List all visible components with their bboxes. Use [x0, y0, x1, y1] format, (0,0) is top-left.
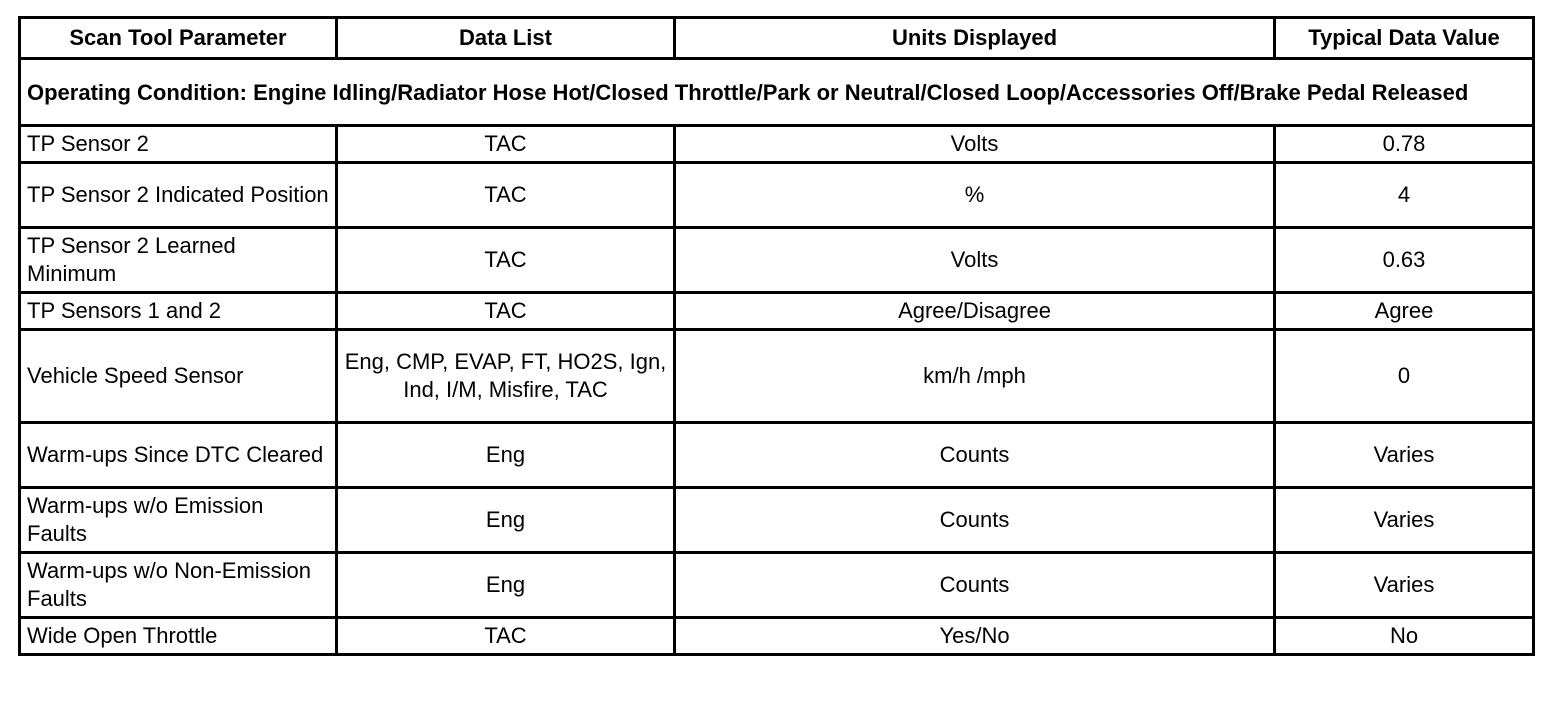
- typical-value-cell: 0.63: [1275, 228, 1534, 293]
- header-data-list: Data List: [337, 18, 675, 59]
- data-list-cell: TAC: [337, 126, 675, 163]
- typical-value-cell: 0.78: [1275, 126, 1534, 163]
- units-cell: Counts: [675, 423, 1275, 488]
- operating-condition: Operating Condition: Engine Idling/Radiator Hose Hot/Closed Throttle/Park or Neutral/Closed Loop/Accessories Off/Brake Pedal Released: [20, 59, 1534, 126]
- typical-value-cell: Varies: [1275, 423, 1534, 488]
- units-cell: %: [675, 163, 1275, 228]
- data-list-cell: Eng: [337, 423, 675, 488]
- data-list-cell: Eng: [337, 553, 675, 618]
- data-list-cell: TAC: [337, 293, 675, 330]
- operating-condition-row: [20, 59, 1534, 126]
- data-list-cell: TAC: [337, 618, 675, 655]
- table-row: [20, 228, 1534, 293]
- parameter-cell: Wide Open Throttle: [20, 618, 337, 655]
- scan-tool-data-table-container: [18, 16, 1535, 656]
- units-cell: Volts: [675, 126, 1275, 163]
- data-list-cell: TAC: [337, 163, 675, 228]
- header-scan-tool-parameter: Scan Tool Parameter: [20, 18, 337, 59]
- scan-tool-data-table: [18, 16, 1535, 656]
- parameter-cell: TP Sensor 2 Learned Minimum: [20, 228, 337, 293]
- header-typical-data-value: Typical Data Value: [1275, 18, 1534, 59]
- units-cell: Agree/Disagree: [675, 293, 1275, 330]
- data-list-cell: Eng, CMP, EVAP, FT, HO2S, Ign, Ind, I/M, Misfire, TAC: [337, 330, 675, 423]
- units-cell: km/h /mph: [675, 330, 1275, 423]
- parameter-cell: Warm-ups Since DTC Cleared: [20, 423, 337, 488]
- typical-value-cell: Varies: [1275, 488, 1534, 553]
- data-list-cell: Eng: [337, 488, 675, 553]
- table-row: [20, 423, 1534, 488]
- parameter-cell: TP Sensor 2 Indicated Position: [20, 163, 337, 228]
- units-cell: Volts: [675, 228, 1275, 293]
- units-cell: Counts: [675, 488, 1275, 553]
- typical-value-cell: 0: [1275, 330, 1534, 423]
- header-row: [20, 18, 1534, 59]
- units-cell: Counts: [675, 553, 1275, 618]
- table-row: [20, 553, 1534, 618]
- typical-value-cell: Agree: [1275, 293, 1534, 330]
- table-row: [20, 163, 1534, 228]
- typical-value-cell: No: [1275, 618, 1534, 655]
- typical-value-cell: 4: [1275, 163, 1534, 228]
- data-list-cell: TAC: [337, 228, 675, 293]
- table-row: [20, 293, 1534, 330]
- parameter-cell: TP Sensors 1 and 2: [20, 293, 337, 330]
- parameter-cell: Warm-ups w/o Emission Faults: [20, 488, 337, 553]
- parameter-cell: Warm-ups w/o Non-Emission Faults: [20, 553, 337, 618]
- units-cell: Yes/No: [675, 618, 1275, 655]
- table-row: [20, 618, 1534, 655]
- table-row: [20, 488, 1534, 553]
- parameter-cell: TP Sensor 2: [20, 126, 337, 163]
- header-units-displayed: Units Displayed: [675, 18, 1275, 59]
- parameter-cell: Vehicle Speed Sensor: [20, 330, 337, 423]
- table-row: [20, 330, 1534, 423]
- typical-value-cell: Varies: [1275, 553, 1534, 618]
- table-row: [20, 126, 1534, 163]
